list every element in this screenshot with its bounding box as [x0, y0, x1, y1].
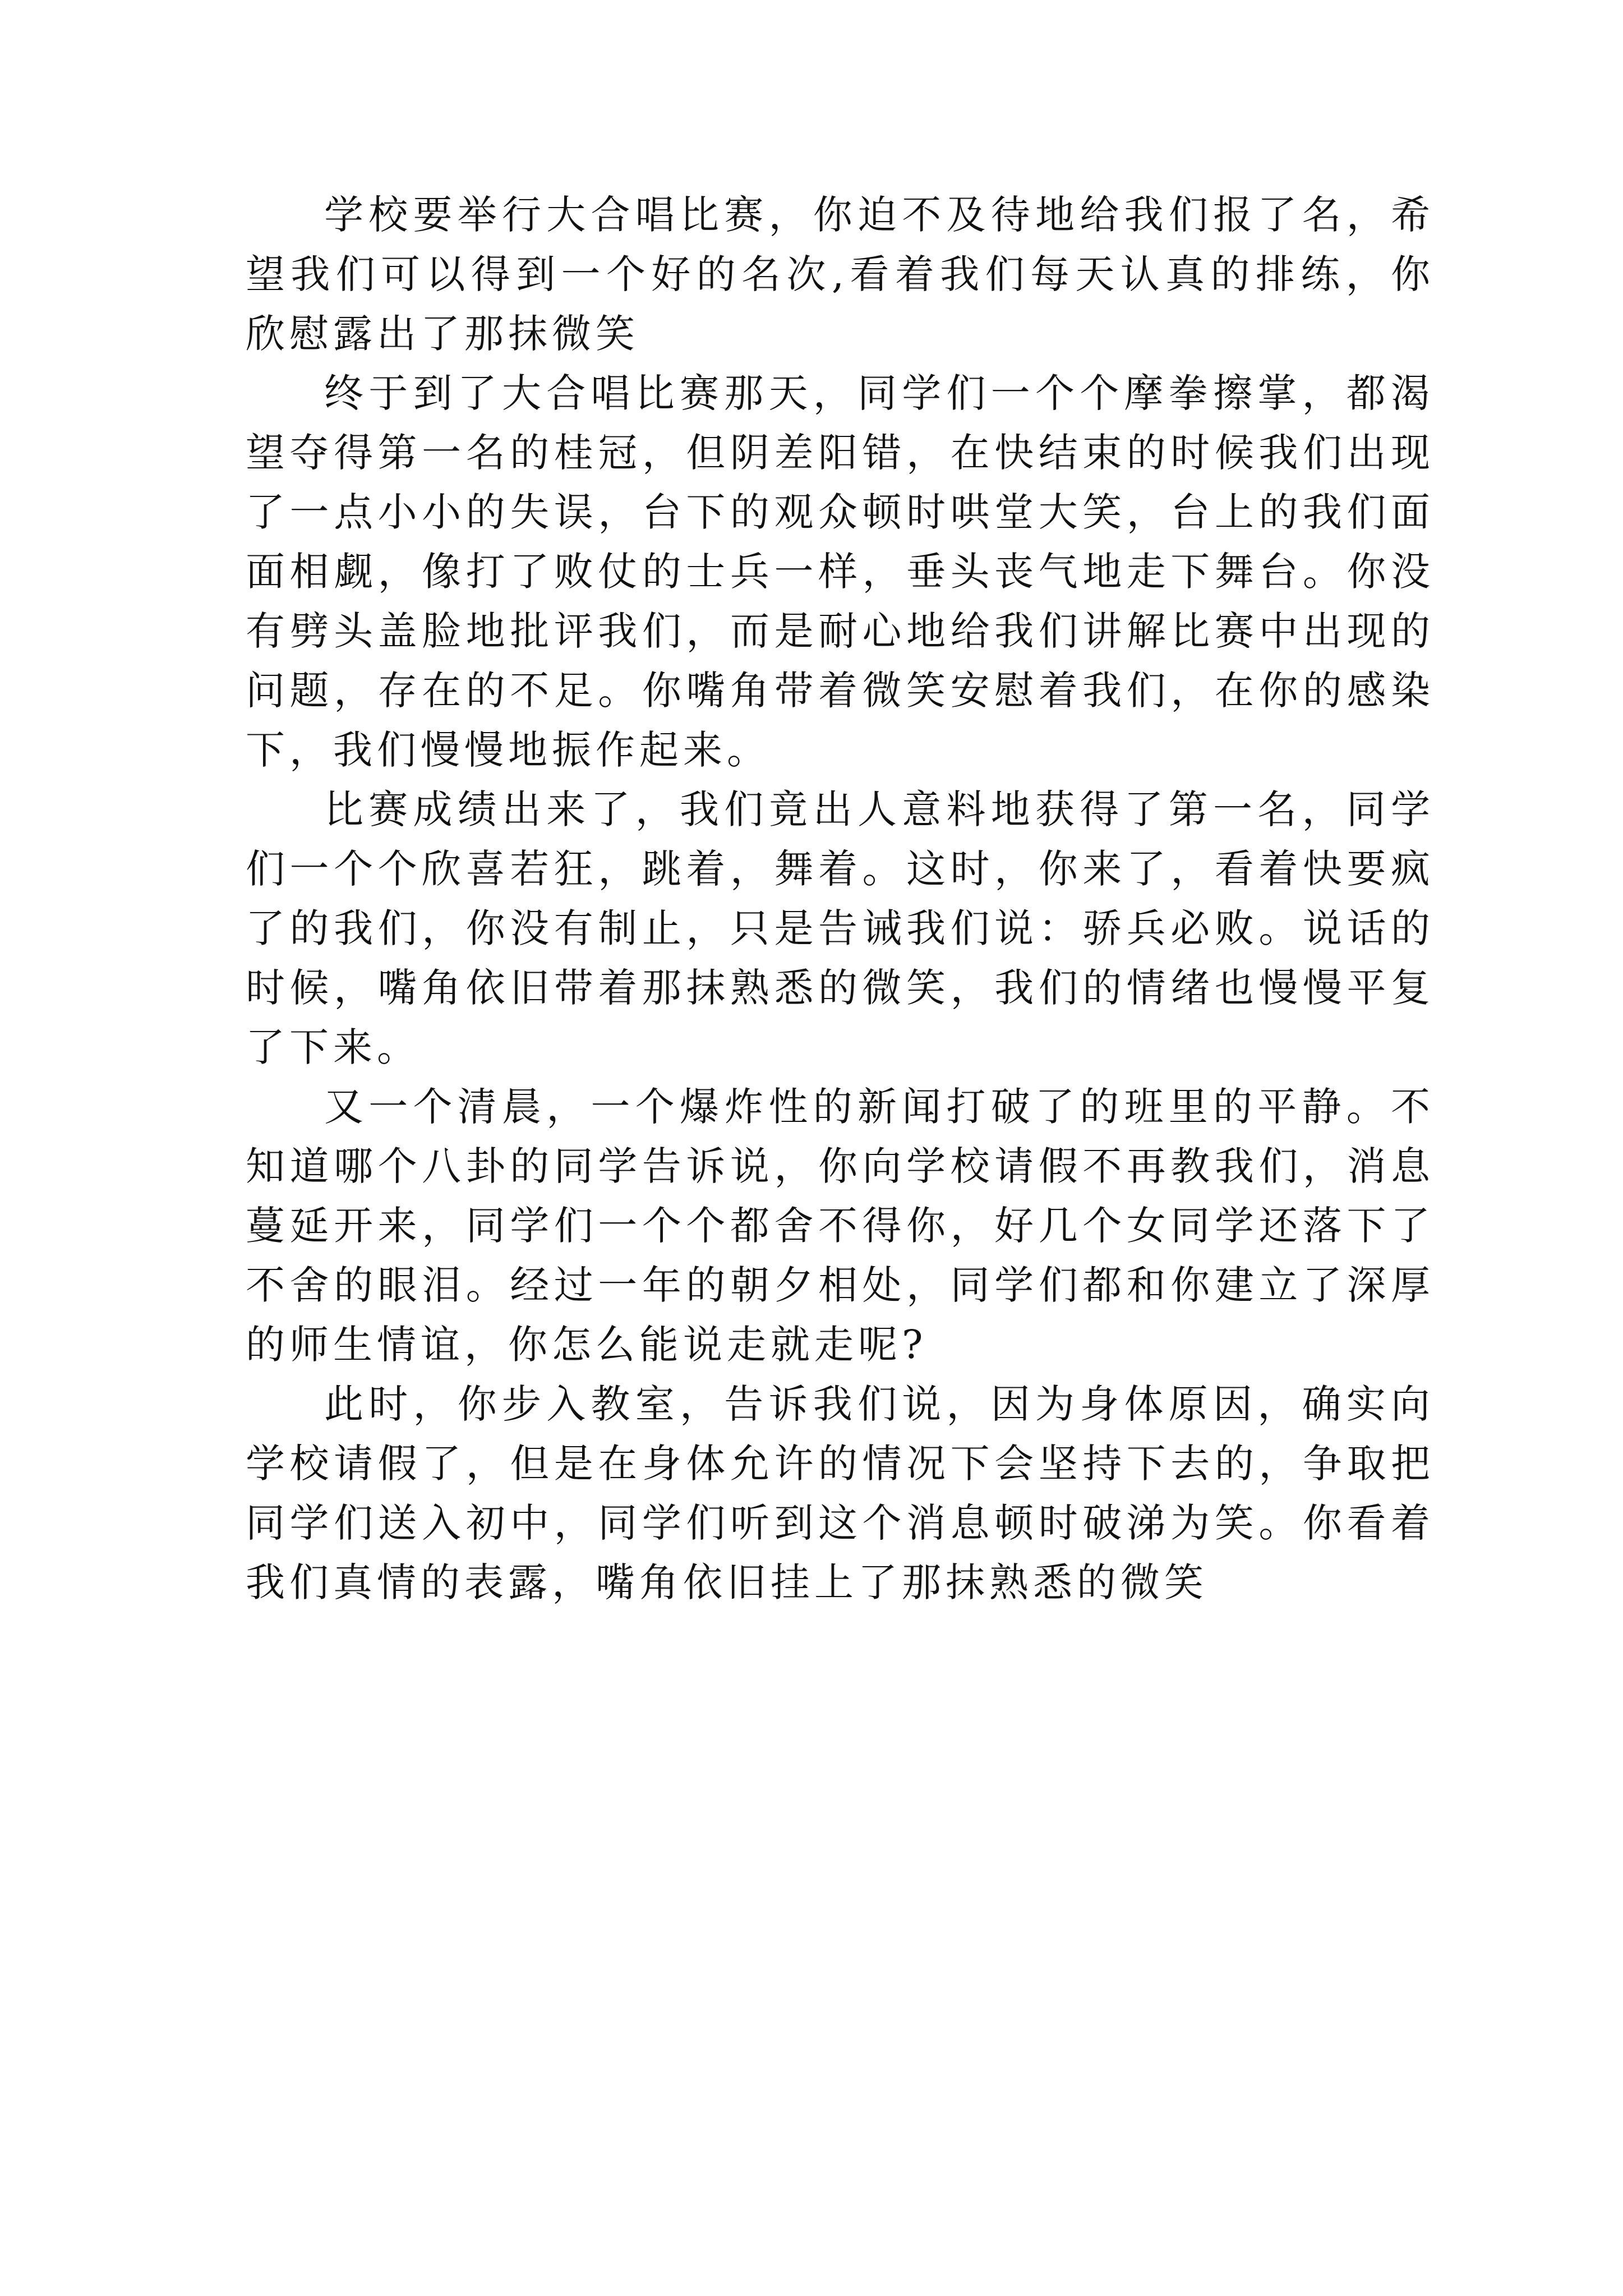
paragraph: 终于到了大合唱比赛那天，同学们一个个摩拳擦掌，都渴望夺得第一名的桂冠，但阴差阳错，在快结束的时候我们出现了一点小小的失误，台下的观众顿时哄堂大笑，台上的我们面面相觑，像打了败仗的士兵一样，垂头丧气地走下舞台。你没有劈头盖脸地批评我们，而是耐心地给我们讲解比赛中出现的问题，存在的不足。你嘴角带着微笑安慰着我们，在你的感染下，我们慢慢地振作起来。	[246, 370, 1435, 773]
paragraph: 学校要举行大合唱比赛，你迫不及待地给我们报了名，希望我们可以得到一个好的名次,看着我们每天认真的排练，你欣慰露出了那抹微笑	[246, 192, 1435, 357]
paragraph: 又一个清晨，一个爆炸性的新闻打破了的班里的平静。不知道哪个八卦的同学告诉说，你向学校请假不再教我们，消息蔓延开来，同学们一个个都舍不得你，好几个女同学还落下了不舍的眼泪。经过一年的朝夕相处，同学们都和你建立了深厚的师生情谊，你怎么能说走就走呢?	[246, 1084, 1435, 1368]
document-body	[246, 185, 1435, 1612]
paragraph: 此时，你步入教室，告诉我们说，因为身体原因，确实向学校请假了，但是在身体允许的情况下会坚持下去的，争取把同学们送入初中，同学们听到这个消息顿时破涕为笑。你看着我们真情的表露，嘴角依旧挂上了那抹熟悉的微笑	[246, 1381, 1435, 1605]
paragraph: 比赛成绩出来了，我们竟出人意料地获得了第一名，同学们一个个欣喜若狂，跳着，舞着。这时，你来了，看着快要疯了的我们，你没有制止，只是告诫我们说：骄兵必败。说话的时候，嘴角依旧带着那抹熟悉的微笑，我们的情绪也慢慢平复了下来。	[246, 786, 1435, 1070]
